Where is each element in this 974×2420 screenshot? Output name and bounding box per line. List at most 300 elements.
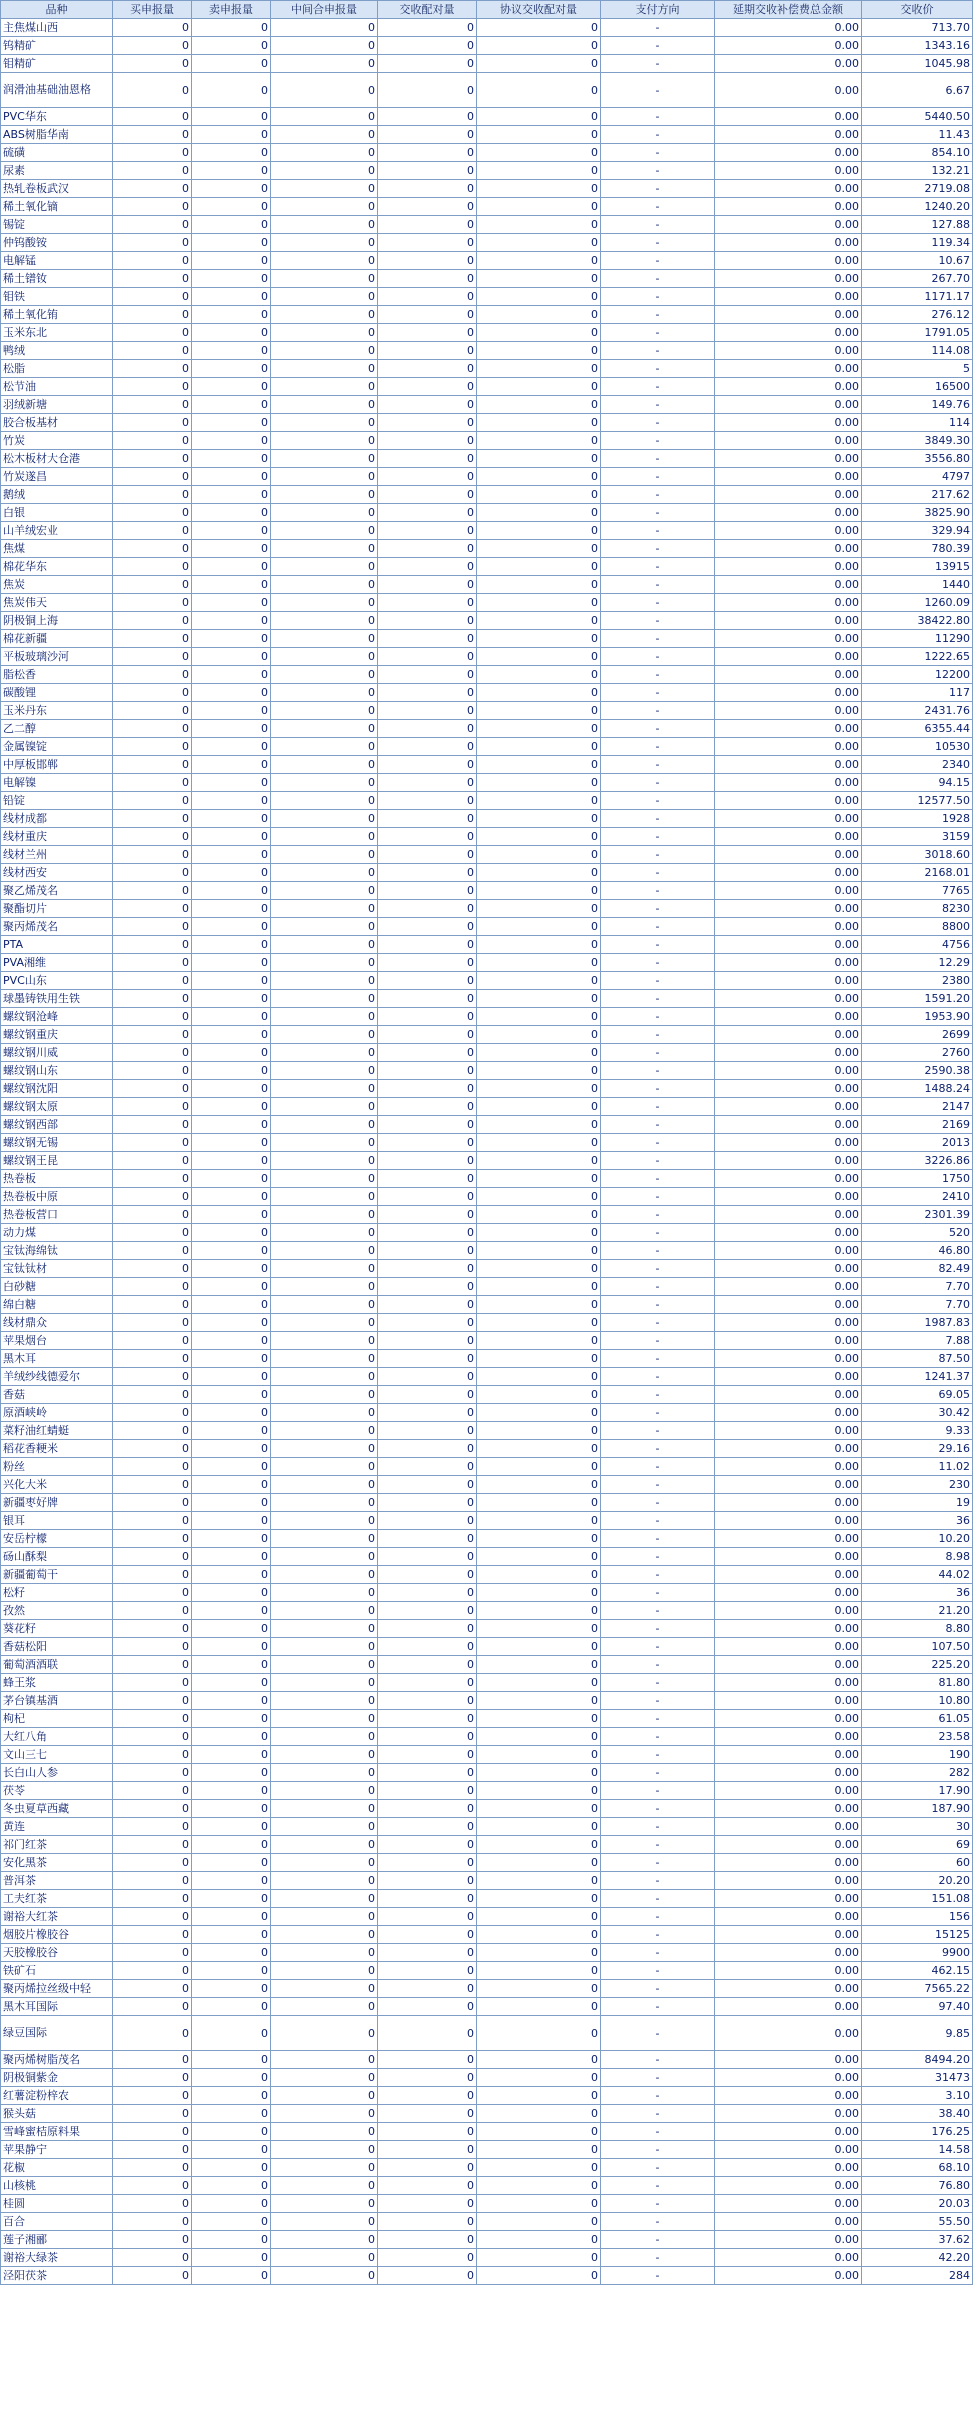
cell-sell-declared: 0: [192, 972, 271, 990]
cell-buy-declared: 0: [113, 2267, 192, 2285]
cell-variety: 泾阳茯茶: [1, 2267, 113, 2285]
cell-sell-declared: 0: [192, 198, 271, 216]
table-row: [1, 1584, 973, 1602]
cell-sell-declared: 0: [192, 414, 271, 432]
table-row: [1, 1098, 973, 1116]
cell-deferred-compensation: 0.00: [715, 1188, 862, 1206]
cell-delivery-price: 2169: [862, 1116, 973, 1134]
cell-deferred-compensation: 0.00: [715, 522, 862, 540]
table-row: [1, 648, 973, 666]
cell-delivery-matched: 0: [378, 144, 477, 162]
cell-sell-declared: 0: [192, 1368, 271, 1386]
cell-deferred-compensation: 0.00: [715, 126, 862, 144]
cell-payment-direction: -: [601, 756, 715, 774]
cell-delivery-price: 14.58: [862, 2141, 973, 2159]
cell-intermediate-declared: 0: [271, 792, 378, 810]
cell-intermediate-declared: 0: [271, 2123, 378, 2141]
cell-deferred-compensation: 0.00: [715, 1980, 862, 1998]
cell-deferred-compensation: 0.00: [715, 2069, 862, 2087]
cell-payment-direction: -: [601, 558, 715, 576]
cell-buy-declared: 0: [113, 954, 192, 972]
cell-delivery-matched: 0: [378, 108, 477, 126]
cell-intermediate-declared: 0: [271, 594, 378, 612]
cell-payment-direction: -: [601, 1656, 715, 1674]
cell-payment-direction: -: [601, 360, 715, 378]
table-row: [1, 846, 973, 864]
cell-delivery-price: 69: [862, 1836, 973, 1854]
table-row: [1, 954, 973, 972]
table-row: [1, 1818, 973, 1836]
cell-delivery-matched: 0: [378, 864, 477, 882]
cell-sell-declared: 0: [192, 1710, 271, 1728]
cell-delivery-price: 1241.37: [862, 1368, 973, 1386]
cell-sell-declared: 0: [192, 2213, 271, 2231]
cell-intermediate-declared: 0: [271, 1188, 378, 1206]
cell-buy-declared: 0: [113, 1404, 192, 1422]
table-row: [1, 1548, 973, 1566]
cell-delivery-price: 82.49: [862, 1260, 973, 1278]
cell-delivery-price: 97.40: [862, 1998, 973, 2016]
cell-agreement-matched: 0: [477, 1962, 601, 1980]
cell-payment-direction: -: [601, 432, 715, 450]
cell-delivery-price: 276.12: [862, 306, 973, 324]
cell-delivery-matched: 0: [378, 1476, 477, 1494]
cell-buy-declared: 0: [113, 450, 192, 468]
cell-buy-declared: 0: [113, 144, 192, 162]
table-row: [1, 1926, 973, 1944]
cell-intermediate-declared: 0: [271, 1674, 378, 1692]
cell-buy-declared: 0: [113, 504, 192, 522]
cell-buy-declared: 0: [113, 1818, 192, 1836]
cell-payment-direction: -: [601, 504, 715, 522]
cell-variety: 黄连: [1, 1818, 113, 1836]
cell-delivery-matched: 0: [378, 522, 477, 540]
cell-intermediate-declared: 0: [271, 378, 378, 396]
table-row: [1, 1800, 973, 1818]
cell-payment-direction: -: [601, 144, 715, 162]
cell-agreement-matched: 0: [477, 216, 601, 234]
cell-buy-declared: 0: [113, 1746, 192, 1764]
cell-agreement-matched: 0: [477, 936, 601, 954]
cell-delivery-price: 2147: [862, 1098, 973, 1116]
cell-variety: 葡萄酒酒联: [1, 1656, 113, 1674]
cell-payment-direction: -: [601, 1584, 715, 1602]
cell-intermediate-declared: 0: [271, 1548, 378, 1566]
table-row: [1, 450, 973, 468]
table-row: [1, 270, 973, 288]
cell-deferred-compensation: 0.00: [715, 756, 862, 774]
cell-agreement-matched: 0: [477, 270, 601, 288]
cell-intermediate-declared: 0: [271, 630, 378, 648]
cell-delivery-matched: 0: [378, 2141, 477, 2159]
cell-delivery-matched: 0: [378, 1602, 477, 1620]
cell-agreement-matched: 0: [477, 846, 601, 864]
cell-agreement-matched: 0: [477, 1296, 601, 1314]
cell-intermediate-declared: 0: [271, 1836, 378, 1854]
cell-agreement-matched: 0: [477, 396, 601, 414]
cell-buy-declared: 0: [113, 1458, 192, 1476]
cell-delivery-price: 10.67: [862, 252, 973, 270]
cell-deferred-compensation: 0.00: [715, 378, 862, 396]
cell-delivery-price: 1953.90: [862, 1008, 973, 1026]
cell-sell-declared: 0: [192, 2267, 271, 2285]
table-row: [1, 1998, 973, 2016]
cell-deferred-compensation: 0.00: [715, 1116, 862, 1134]
cell-deferred-compensation: 0.00: [715, 1566, 862, 1584]
cell-payment-direction: -: [601, 612, 715, 630]
cell-payment-direction: -: [601, 216, 715, 234]
cell-delivery-price: 225.20: [862, 1656, 973, 1674]
cell-sell-declared: 0: [192, 1674, 271, 1692]
cell-delivery-matched: 0: [378, 504, 477, 522]
cell-buy-declared: 0: [113, 1512, 192, 1530]
cell-delivery-matched: 0: [378, 198, 477, 216]
cell-intermediate-declared: 0: [271, 396, 378, 414]
cell-intermediate-declared: 0: [271, 180, 378, 198]
cell-intermediate-declared: 0: [271, 1764, 378, 1782]
cell-agreement-matched: 0: [477, 900, 601, 918]
cell-variety: 阴极铜上海: [1, 612, 113, 630]
cell-intermediate-declared: 0: [271, 1242, 378, 1260]
cell-payment-direction: -: [601, 1350, 715, 1368]
cell-sell-declared: 0: [192, 576, 271, 594]
cell-agreement-matched: 0: [477, 1620, 601, 1638]
cell-sell-declared: 0: [192, 1008, 271, 1026]
cell-buy-declared: 0: [113, 846, 192, 864]
cell-sell-declared: 0: [192, 1512, 271, 1530]
cell-intermediate-declared: 0: [271, 252, 378, 270]
cell-intermediate-declared: 0: [271, 144, 378, 162]
cell-payment-direction: -: [601, 288, 715, 306]
cell-deferred-compensation: 0.00: [715, 1206, 862, 1224]
cell-payment-direction: -: [601, 738, 715, 756]
cell-payment-direction: -: [601, 1566, 715, 1584]
cell-intermediate-declared: 0: [271, 19, 378, 37]
cell-variety: 稀土镨钕: [1, 270, 113, 288]
table-row: [1, 2159, 973, 2177]
cell-buy-declared: 0: [113, 306, 192, 324]
cell-payment-direction: -: [601, 1872, 715, 1890]
cell-agreement-matched: 0: [477, 108, 601, 126]
table-row: [1, 1782, 973, 1800]
cell-deferred-compensation: 0.00: [715, 1278, 862, 1296]
cell-payment-direction: -: [601, 378, 715, 396]
cell-payment-direction: -: [601, 1296, 715, 1314]
cell-deferred-compensation: 0.00: [715, 684, 862, 702]
cell-delivery-price: 9.85: [862, 2016, 973, 2051]
cell-sell-declared: 0: [192, 2069, 271, 2087]
cell-buy-declared: 0: [113, 684, 192, 702]
table-row: [1, 55, 973, 73]
cell-variety: 钼精矿: [1, 55, 113, 73]
cell-buy-declared: 0: [113, 522, 192, 540]
cell-deferred-compensation: 0.00: [715, 810, 862, 828]
cell-variety: 聚丙烯树脂茂名: [1, 2051, 113, 2069]
cell-buy-declared: 0: [113, 468, 192, 486]
col-header-buy-declared: 买申报量: [113, 1, 192, 19]
cell-variety: 棉花华东: [1, 558, 113, 576]
cell-delivery-matched: 0: [378, 1818, 477, 1836]
cell-sell-declared: 0: [192, 1656, 271, 1674]
cell-deferred-compensation: 0.00: [715, 486, 862, 504]
cell-variety: 线材兰州: [1, 846, 113, 864]
table-row: [1, 1404, 973, 1422]
cell-delivery-price: 23.58: [862, 1728, 973, 1746]
cell-variety: 线材重庆: [1, 828, 113, 846]
cell-payment-direction: -: [601, 1512, 715, 1530]
cell-delivery-matched: 0: [378, 576, 477, 594]
cell-variety: 螺纹钢山东: [1, 1062, 113, 1080]
table-row: [1, 37, 973, 55]
cell-deferred-compensation: 0.00: [715, 2231, 862, 2249]
cell-buy-declared: 0: [113, 1962, 192, 1980]
cell-buy-declared: 0: [113, 1098, 192, 1116]
cell-variety: 羊绒纱线德爱尔: [1, 1368, 113, 1386]
table-row: [1, 828, 973, 846]
cell-sell-declared: 0: [192, 1602, 271, 1620]
table-row: [1, 738, 973, 756]
cell-variety: 葵花籽: [1, 1620, 113, 1638]
cell-buy-declared: 0: [113, 324, 192, 342]
cell-delivery-matched: 0: [378, 468, 477, 486]
cell-agreement-matched: 0: [477, 1890, 601, 1908]
cell-agreement-matched: 0: [477, 450, 601, 468]
cell-delivery-price: 81.80: [862, 1674, 973, 1692]
cell-delivery-price: 9900: [862, 1944, 973, 1962]
cell-payment-direction: -: [601, 252, 715, 270]
cell-variety: 线材成都: [1, 810, 113, 828]
cell-intermediate-declared: 0: [271, 666, 378, 684]
cell-buy-declared: 0: [113, 810, 192, 828]
cell-variety: 热卷板: [1, 1170, 113, 1188]
cell-delivery-matched: 0: [378, 1674, 477, 1692]
cell-delivery-price: 19: [862, 1494, 973, 1512]
cell-agreement-matched: 0: [477, 2105, 601, 2123]
table-row: [1, 162, 973, 180]
cell-variety: 仲钨酸铵: [1, 234, 113, 252]
cell-sell-declared: 0: [192, 108, 271, 126]
cell-agreement-matched: 0: [477, 19, 601, 37]
cell-delivery-price: 267.70: [862, 270, 973, 288]
cell-intermediate-declared: 0: [271, 1782, 378, 1800]
cell-delivery-matched: 0: [378, 360, 477, 378]
cell-agreement-matched: 0: [477, 2177, 601, 2195]
cell-delivery-price: 114.08: [862, 342, 973, 360]
cell-delivery-matched: 0: [378, 828, 477, 846]
cell-intermediate-declared: 0: [271, 882, 378, 900]
cell-payment-direction: -: [601, 1800, 715, 1818]
cell-sell-declared: 0: [192, 234, 271, 252]
cell-sell-declared: 0: [192, 180, 271, 198]
cell-payment-direction: -: [601, 1314, 715, 1332]
cell-agreement-matched: 0: [477, 198, 601, 216]
cell-intermediate-declared: 0: [271, 846, 378, 864]
cell-intermediate-declared: 0: [271, 486, 378, 504]
cell-delivery-price: 462.15: [862, 1962, 973, 1980]
cell-sell-declared: 0: [192, 324, 271, 342]
cell-delivery-price: 127.88: [862, 216, 973, 234]
cell-payment-direction: -: [601, 414, 715, 432]
cell-delivery-matched: 0: [378, 288, 477, 306]
cell-delivery-price: 2013: [862, 1134, 973, 1152]
table-row: [1, 684, 973, 702]
cell-intermediate-declared: 0: [271, 2249, 378, 2267]
cell-variety: 松脂: [1, 360, 113, 378]
cell-delivery-price: 2410: [862, 1188, 973, 1206]
cell-intermediate-declared: 0: [271, 2087, 378, 2105]
cell-delivery-matched: 0: [378, 792, 477, 810]
cell-intermediate-declared: 0: [271, 288, 378, 306]
cell-deferred-compensation: 0.00: [715, 900, 862, 918]
cell-deferred-compensation: 0.00: [715, 882, 862, 900]
cell-buy-declared: 0: [113, 1926, 192, 1944]
cell-payment-direction: -: [601, 2177, 715, 2195]
cell-variety: 白砂糖: [1, 1278, 113, 1296]
cell-delivery-matched: 0: [378, 2159, 477, 2177]
cell-delivery-matched: 0: [378, 162, 477, 180]
cell-payment-direction: -: [601, 1908, 715, 1926]
cell-buy-declared: 0: [113, 126, 192, 144]
cell-payment-direction: -: [601, 774, 715, 792]
cell-delivery-matched: 0: [378, 1404, 477, 1422]
cell-buy-declared: 0: [113, 792, 192, 810]
cell-buy-declared: 0: [113, 2231, 192, 2249]
cell-agreement-matched: 0: [477, 1566, 601, 1584]
cell-sell-declared: 0: [192, 1350, 271, 1368]
cell-deferred-compensation: 0.00: [715, 1080, 862, 1098]
cell-delivery-price: 38.40: [862, 2105, 973, 2123]
cell-delivery-price: 156: [862, 1908, 973, 1926]
cell-agreement-matched: 0: [477, 774, 601, 792]
cell-buy-declared: 0: [113, 756, 192, 774]
cell-delivery-price: 46.80: [862, 1242, 973, 1260]
cell-buy-declared: 0: [113, 1692, 192, 1710]
col-header-delivery-matched: 交收配对量: [378, 1, 477, 19]
cell-variety: 焦炭: [1, 576, 113, 594]
cell-intermediate-declared: 0: [271, 234, 378, 252]
cell-intermediate-declared: 0: [271, 198, 378, 216]
cell-variety: 热卷板中原: [1, 1188, 113, 1206]
cell-delivery-matched: 0: [378, 774, 477, 792]
cell-sell-declared: 0: [192, 19, 271, 37]
cell-payment-direction: -: [601, 1386, 715, 1404]
cell-payment-direction: -: [601, 1854, 715, 1872]
cell-payment-direction: -: [601, 1728, 715, 1746]
table-row: [1, 144, 973, 162]
cell-buy-declared: 0: [113, 738, 192, 756]
cell-delivery-matched: 0: [378, 1926, 477, 1944]
cell-payment-direction: -: [601, 234, 715, 252]
cell-delivery-matched: 0: [378, 900, 477, 918]
cell-delivery-matched: 0: [378, 1962, 477, 1980]
cell-delivery-matched: 0: [378, 918, 477, 936]
cell-deferred-compensation: 0.00: [715, 1368, 862, 1386]
cell-deferred-compensation: 0.00: [715, 1746, 862, 1764]
table-row: [1, 936, 973, 954]
cell-buy-declared: 0: [113, 486, 192, 504]
cell-sell-declared: 0: [192, 684, 271, 702]
cell-delivery-price: 282: [862, 1764, 973, 1782]
cell-payment-direction: -: [601, 1260, 715, 1278]
cell-agreement-matched: 0: [477, 1656, 601, 1674]
cell-payment-direction: -: [601, 1980, 715, 1998]
header-row: [1, 1, 973, 19]
cell-deferred-compensation: 0.00: [715, 1422, 862, 1440]
cell-deferred-compensation: 0.00: [715, 2087, 862, 2105]
cell-intermediate-declared: 0: [271, 1890, 378, 1908]
cell-deferred-compensation: 0.00: [715, 162, 862, 180]
cell-variety: 电解锰: [1, 252, 113, 270]
cell-intermediate-declared: 0: [271, 2016, 378, 2051]
cell-variety: 稀土氧化镝: [1, 198, 113, 216]
cell-buy-declared: 0: [113, 1764, 192, 1782]
cell-delivery-price: 1440: [862, 576, 973, 594]
cell-buy-declared: 0: [113, 2051, 192, 2069]
cell-intermediate-declared: 0: [271, 1800, 378, 1818]
cell-variety: 枸杞: [1, 1710, 113, 1728]
cell-variety: 螺纹钢川威: [1, 1044, 113, 1062]
cell-delivery-price: 8494.20: [862, 2051, 973, 2069]
table-row: [1, 1134, 973, 1152]
cell-variety: 绿豆国际: [1, 2016, 113, 2051]
cell-delivery-matched: 0: [378, 1044, 477, 1062]
cell-deferred-compensation: 0.00: [715, 1152, 862, 1170]
cell-payment-direction: -: [601, 342, 715, 360]
cell-deferred-compensation: 0.00: [715, 1584, 862, 1602]
cell-variety: 安化黑茶: [1, 1854, 113, 1872]
cell-sell-declared: 0: [192, 1314, 271, 1332]
cell-deferred-compensation: 0.00: [715, 450, 862, 468]
cell-intermediate-declared: 0: [271, 1026, 378, 1044]
cell-sell-declared: 0: [192, 396, 271, 414]
cell-intermediate-declared: 0: [271, 342, 378, 360]
cell-delivery-matched: 0: [378, 73, 477, 108]
cell-deferred-compensation: 0.00: [715, 1476, 862, 1494]
table-row: [1, 1008, 973, 1026]
cell-delivery-price: 30.42: [862, 1404, 973, 1422]
cell-deferred-compensation: 0.00: [715, 792, 862, 810]
cell-sell-declared: 0: [192, 2231, 271, 2249]
cell-agreement-matched: 0: [477, 540, 601, 558]
cell-sell-declared: 0: [192, 954, 271, 972]
cell-variety: 烟胶片橡胶谷: [1, 1926, 113, 1944]
cell-variety: 山羊绒宏业: [1, 522, 113, 540]
table-row: [1, 918, 973, 936]
table-row: [1, 180, 973, 198]
cell-sell-declared: 0: [192, 1386, 271, 1404]
cell-deferred-compensation: 0.00: [715, 2141, 862, 2159]
cell-buy-declared: 0: [113, 252, 192, 270]
cell-variety: 螺纹钢王昆: [1, 1152, 113, 1170]
cell-intermediate-declared: 0: [271, 1350, 378, 1368]
cell-variety: 动力煤: [1, 1224, 113, 1242]
cell-buy-declared: 0: [113, 1152, 192, 1170]
cell-sell-declared: 0: [192, 1224, 271, 1242]
cell-agreement-matched: 0: [477, 1116, 601, 1134]
cell-payment-direction: -: [601, 630, 715, 648]
cell-delivery-price: 44.02: [862, 1566, 973, 1584]
cell-variety: 百合: [1, 2213, 113, 2231]
cell-payment-direction: -: [601, 954, 715, 972]
cell-payment-direction: -: [601, 270, 715, 288]
cell-intermediate-declared: 0: [271, 1062, 378, 1080]
cell-deferred-compensation: 0.00: [715, 540, 862, 558]
cell-payment-direction: -: [601, 1746, 715, 1764]
cell-sell-declared: 0: [192, 342, 271, 360]
cell-intermediate-declared: 0: [271, 1314, 378, 1332]
cell-sell-declared: 0: [192, 1044, 271, 1062]
table-row: [1, 1674, 973, 1692]
